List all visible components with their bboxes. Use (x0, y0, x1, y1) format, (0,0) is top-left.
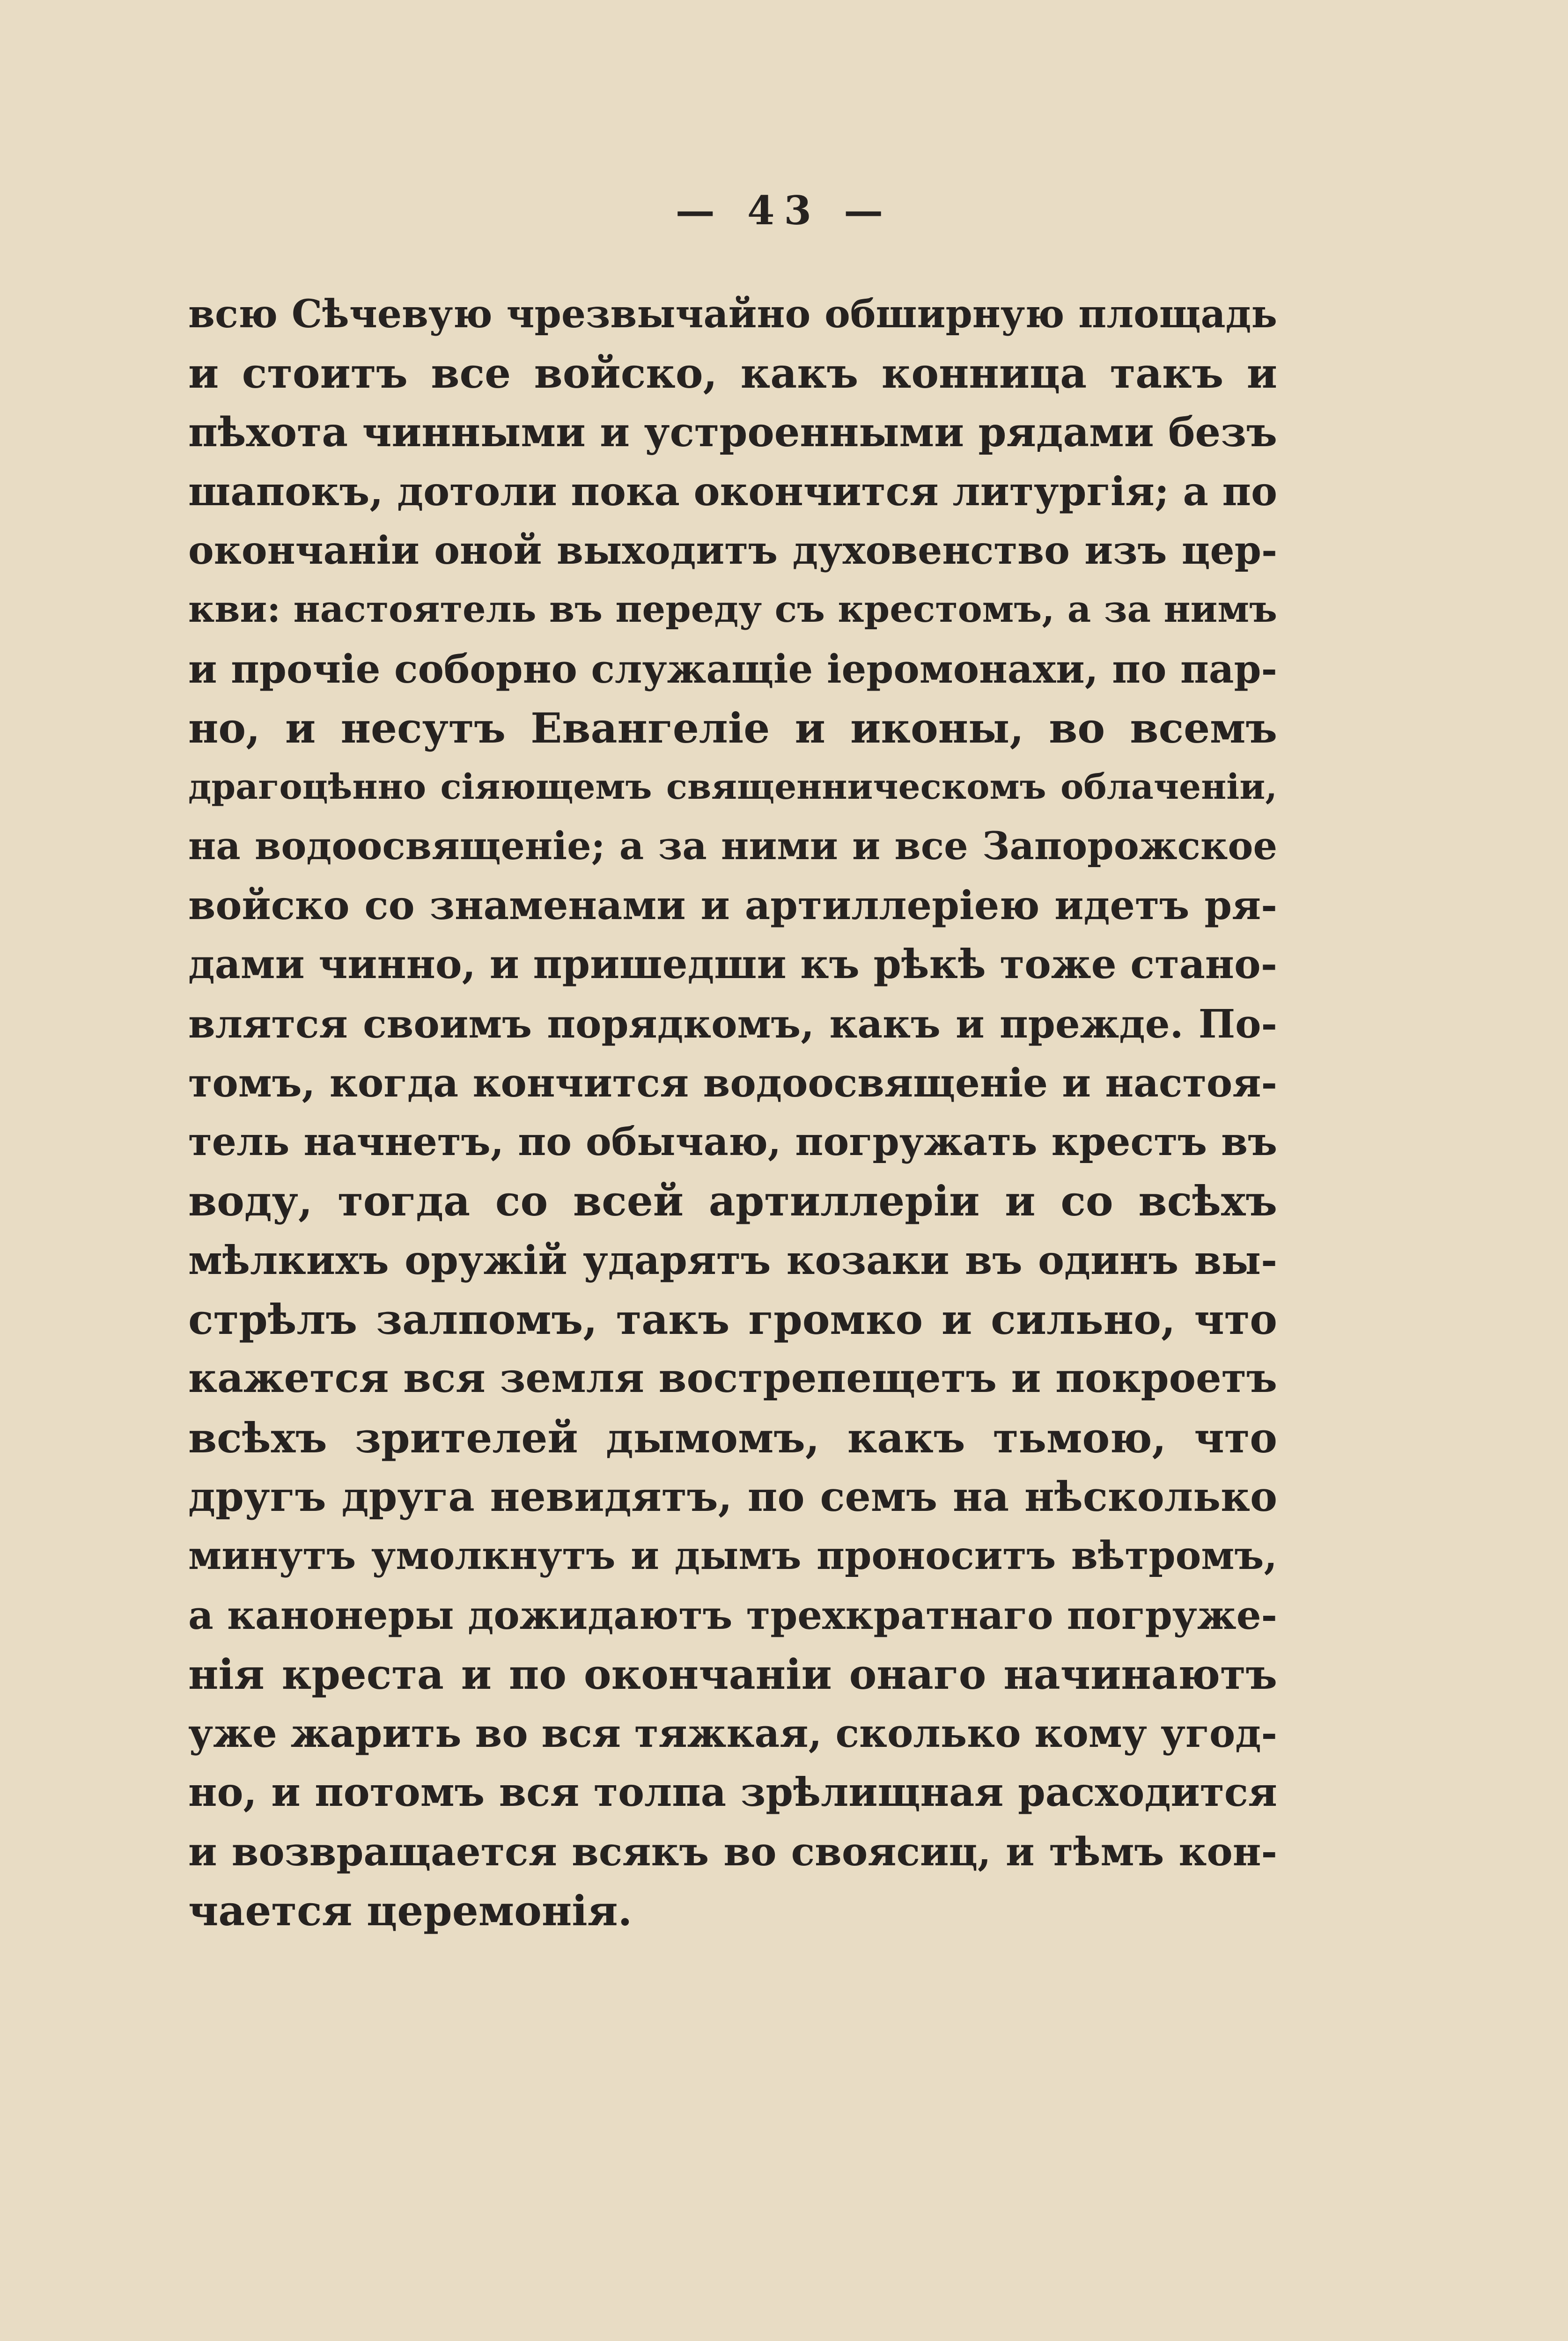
text-line: кви: настоятель въ переду съ крестомъ, а за нимъ (188, 588, 1277, 631)
text-line: чается церемонія. (188, 1886, 633, 1936)
text-line: пѣхота чинными и устроенными рядами безъ (188, 408, 1277, 456)
text-line: дами чинно, и пришедши къ рѣкѣ тоже стано- (188, 941, 1277, 988)
body-text (188, 285, 1277, 1940)
text-line: всѣхъ зрителей дымомъ, какъ тьмою, что (188, 1413, 1277, 1462)
text-line: но, и несутъ Евангеліе и иконы, во всемъ (188, 704, 1277, 753)
text-line: и возвращается всякъ во своясиц, и тѣмъ кон- (188, 1828, 1277, 1875)
text-line: минутъ умолкнутъ и дымъ проноситъ вѣтромъ, (188, 1533, 1277, 1579)
page-number: — 43 — (675, 187, 893, 234)
text-line: влятся своимъ порядкомъ, какъ и прежде. По- (188, 1001, 1277, 1047)
text-line: тель начнетъ, по обычаю, погружать крестъ въ (188, 1119, 1277, 1165)
text-line: но, и потомъ вся толпа зрѣлищная расходится (188, 1769, 1277, 1816)
text-line: нія креста и по окончаніи онаго начинаютъ (188, 1649, 1277, 1699)
text-line: уже жарить во вся тяжкая, сколько кому угод- (188, 1710, 1277, 1757)
text-line: воду, тогда со всей артиллеріи и со всѣхъ (188, 1177, 1277, 1226)
text-line: кажется вся земля вострепещетъ и покроетъ (188, 1355, 1277, 1402)
text-line: на водоосвященіе; а за ними и все Запорожское (188, 824, 1277, 869)
text-line: всю Сѣчевую чрезвычайно обширную площадь (188, 292, 1277, 337)
text-line: шапокъ, дотоли пока окончится литургія; а по (188, 468, 1277, 515)
text-line: томъ, когда кончится водоосвященіе и настоя- (188, 1060, 1277, 1106)
text-line: мѣлкихъ оружій ударятъ козаки въ одинъ вы- (188, 1237, 1277, 1283)
text-line: драгоцѣнно сіяющемъ священническомъ облаченіи, (188, 767, 1277, 808)
text-line: и прочіе соборно служащіе іеромонахи, по пар- (188, 646, 1277, 692)
text-line: войско со знаменами и артиллеріею идетъ ря- (188, 882, 1277, 928)
text-line: стрѣлъ залпомъ, такъ громко и сильно, что (188, 1295, 1277, 1344)
text-line: и стоитъ все войско, какъ конница такъ и (188, 349, 1277, 398)
text-line: другъ друга невидятъ, по семъ на нѣсколько (188, 1472, 1277, 1521)
text-line: а канонеры дожидаютъ трехкратнаго погруже- (188, 1592, 1277, 1638)
text-line: окончаніи оной выходитъ духовенство изъ цер- (188, 528, 1277, 574)
